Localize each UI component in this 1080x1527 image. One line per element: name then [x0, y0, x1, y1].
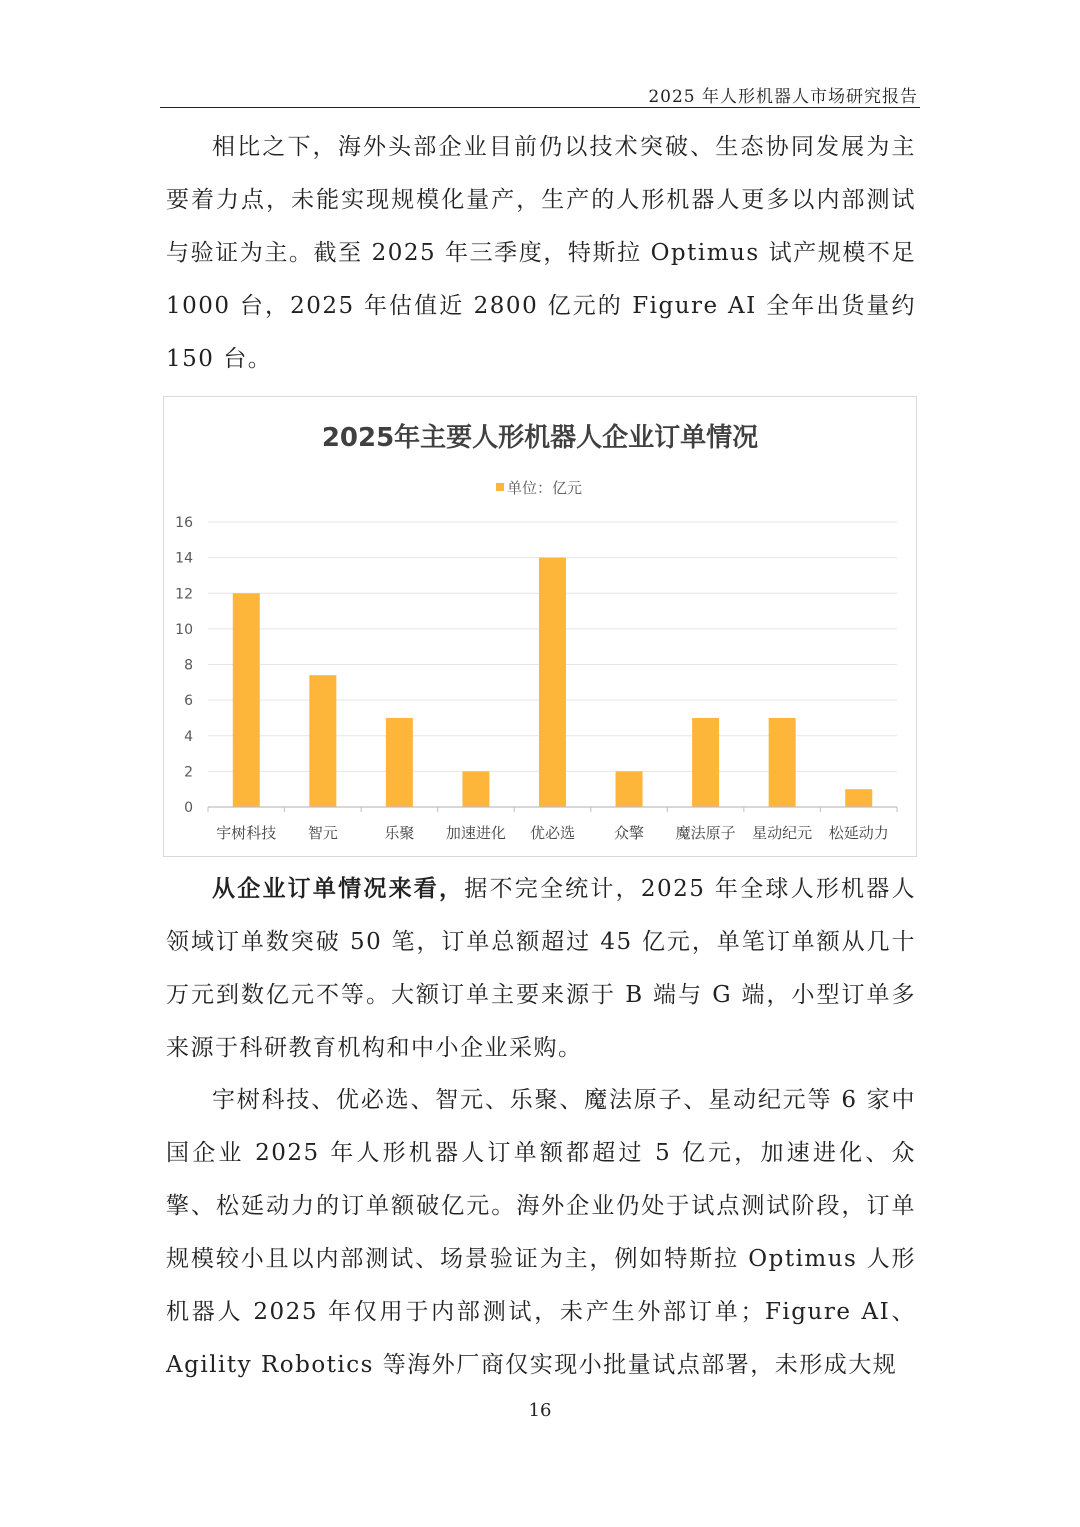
y-tick-label: 6: [184, 693, 193, 710]
x-tick-label: 众擎: [614, 824, 645, 842]
bar-加速进化: [462, 771, 489, 807]
paragraph-overseas-comparison: 相比之下，海外头部企业目前仍以技术突破、生态协同发展为主要着力点，未能实现规模化量产，生产的人形机器人更多以内部测试与验证为主。截至 2025 年三季度，特斯拉 Optimus 试产规模不足 1000 台，2025 年估值近 2800 亿元的 Figure AI 全年出货量约 150 台。: [166, 134, 916, 372]
chart-title: 2025年主要人形机器人企业订单情况: [321, 423, 759, 453]
x-tick-label: 松延动力: [828, 824, 889, 842]
y-tick-label: 2: [184, 764, 193, 781]
bold-lead-text: 从企业订单情况来看，: [212, 875, 465, 902]
paragraph-order-overview: [166, 862, 916, 1075]
x-tick-label: 乐聚: [384, 824, 415, 842]
paragraph-company-orders: 宇树科技、优必选、智元、乐聚、魔法原子、星动纪元等 6 家中国企业 2025 年人形机器人订单额都超过 5 亿元，加速进化、众擎、松延动力的订单额破亿元。海外企业仍处于试点测试阶段，订单规模较小且以内部测试、场景验证为主，例如特斯拉 Optimus 人形机器人 2025 年仅用于内部测试，未产生外部订单；Figure AI、Agility Robotics 等海外厂商仅实现小批量试点部署，未形成大规: [166, 1087, 916, 1378]
bar-宇树科技: [233, 593, 260, 807]
order-chart: [163, 396, 917, 857]
bar-众擎: [616, 771, 643, 807]
paragraph-order-overview-body: 据不完全统计，2025 年全球人形机器人领域订单数突破 50 笔，订单总额超过 45 亿元，单笔订单额从几十万元到数亿元不等。大额订单主要来源于 B 端与 G 端，小型订单多来源于科研教育机构和中小企业采购。: [166, 876, 916, 1061]
y-tick-label: 10: [175, 621, 193, 638]
chart-bars: [233, 558, 872, 807]
bar-优必选: [539, 558, 566, 807]
bar-星动纪元: [769, 718, 796, 807]
header-divider: [160, 107, 920, 108]
y-tick-label: 16: [175, 515, 193, 531]
x-tick-label: 星动纪元: [752, 824, 813, 842]
bar-松延动力: [845, 789, 872, 807]
chart-legend: [496, 479, 582, 497]
x-tick-label: 宇树科技: [216, 824, 277, 842]
header-title: 2025 年人形机器人市场研究报告: [648, 87, 918, 107]
y-tick-label: 8: [184, 657, 193, 674]
y-tick-label: 12: [175, 586, 193, 603]
legend-swatch: [496, 483, 504, 491]
x-tick-label: 优必选: [529, 824, 576, 842]
bar-chart-svg: [164, 397, 916, 856]
y-tick-label: 4: [184, 728, 193, 745]
y-tick-label: 0: [184, 800, 193, 816]
bar-乐聚: [386, 718, 413, 807]
bar-智元: [309, 675, 336, 807]
y-tick-label: 14: [175, 550, 193, 567]
x-tick-label: 魔法原子: [675, 824, 736, 842]
x-tick-label: 智元: [307, 824, 338, 842]
x-tick-label: 加速进化: [445, 824, 506, 842]
page-number: 16: [528, 1400, 552, 1421]
legend-label: 单位：亿元: [507, 479, 583, 497]
bar-魔法原子: [692, 718, 719, 807]
